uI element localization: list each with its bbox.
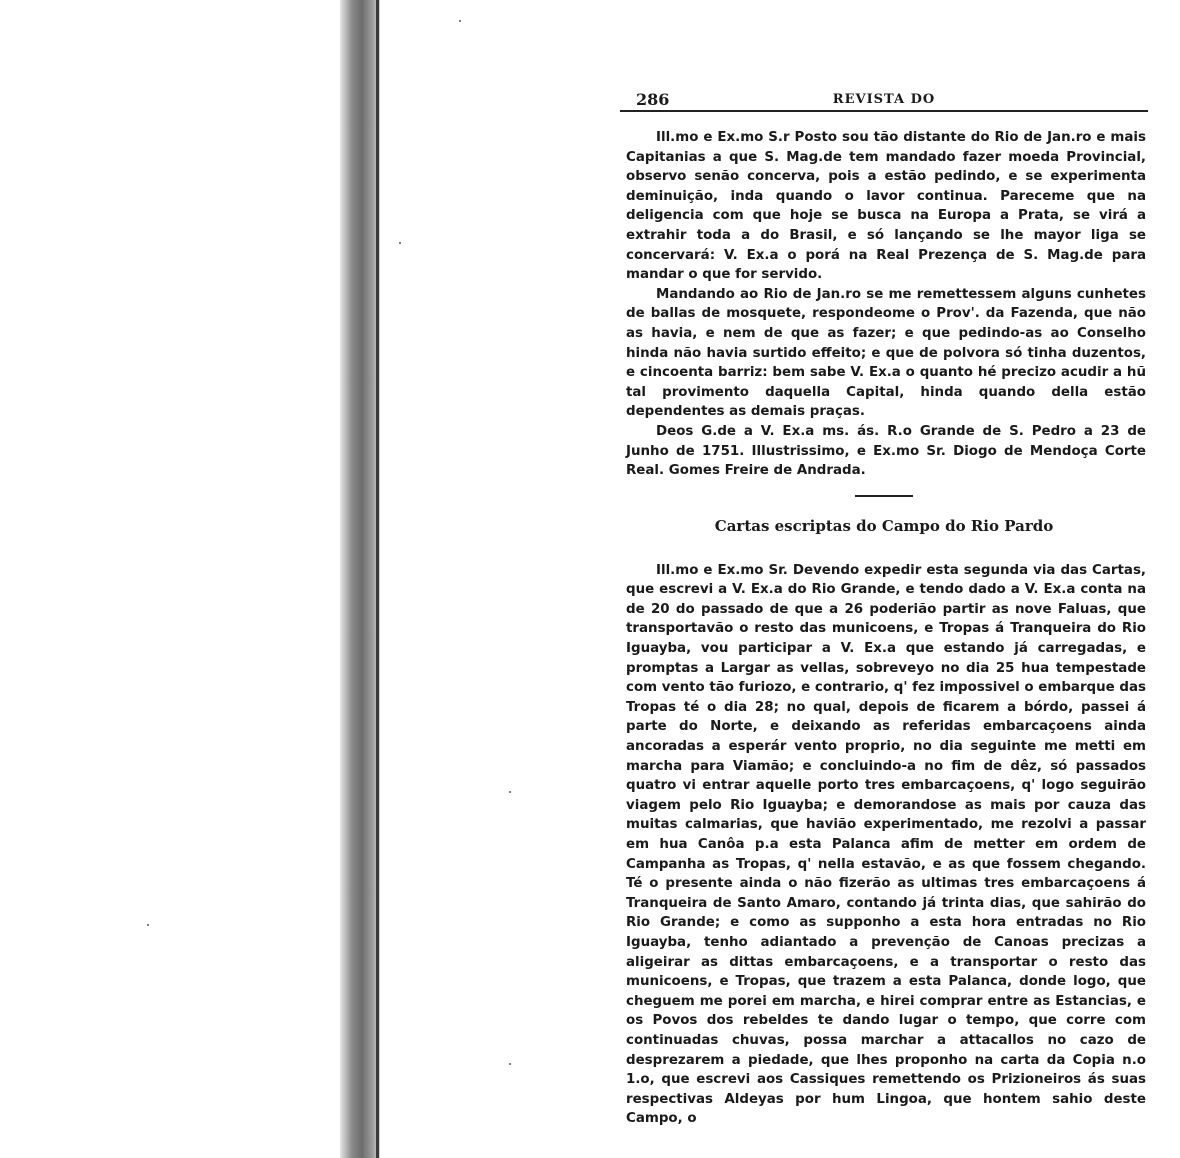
letter-paragraph: Ill.mo e Ex.mo S.r Posto sou tão distante do Rio de Jan.ro e mais Capitanias a que S. Mag.de tem mandado fazer moeda Provincial, observo senão concerva, pois a estão pedindo, e se experimenta deminuição, inda quando o lavor continua. Pareceme que na deligencia com que hoje se busca na Europa a Prata, se virá a extrahir toda a do Brasil, e só lançando se lhe mayor liga se concervará: V. Ex.a o porá na Real Prezença de S. Mag.de para mandar o que for servido. bbox=[626, 130, 1146, 283]
binding-gutter-edge bbox=[376, 0, 379, 1158]
letter-gomes-freire bbox=[620, 128, 1146, 481]
section-divider bbox=[855, 495, 913, 497]
page-header bbox=[620, 88, 1148, 112]
letter-paragraph: Ill.mo e Ex.mo Sr. Devendo expedir esta segunda via das Cartas, que escrevi a V. Ex.a do Rio Grande, e tendo dado a V. Ex.a conta na de 20 do passado de que a 26 poderião partir as nove Faluas, que transportavão o resto das municoens, e Tropas á Tranqueira do Rio Iguayba, vou participar a V. Ex.a que estando já carregadas, e promptas a Largar as vellas, sobreveyo no dia 25 hua tempestade com vento tão furiozo, e contrario, q' fez impossivel o embarque das Tropas té o dia 28; no qual, depois de ficarem a bórdo, passei á parte do Norte, e deixando as referidas embarcaçoens ainda ancoradas a esperár vento proprio, no dia seguinte me metti em marcha para Viamão; e concluindo-a no fim de dêz, só passados quatro vi entrar aquelle porto tres embarcaçoens, q' logo seguirão viagem pelo Rio Iguayba; e demorandose as mais por cauza das muitas calmarias, que havião experimentado, me rezolvi a passar em hua Canôa p.a esta Palanca afim de metter em ordem de Campanha as Tropas, q' nella estavão, e as que fossem chegando. Té o presente ainda o não fizerão as ultimas tres embarcaçoens á Tranqueira de Santo Amaro, contando já trinta dias, que sahirão do Rio Grande; e como as supponho a esta hora entradas no Rio Iguayba, tenho adiantado a prevenção de Canoas precizas a aligeirar as dittas embarcaçoens, e a transportar o resto das municoens, e Tropas, que trazem a esta Palanca, donde logo, que cheguem me porei em marcha, e hirei comprar entre as Estancias, e os Povos dos rebeldes te dando lugar o tempo, que corre com continuadas chuvas, possa marchar a attacallos no cazo de desprezarem a piedade, que lhes proponho na carta da Copia n.o 1.o, que escrevi aos Cassiques remettendo os Prizioneiros ás suas respectivas Aldeyas por hum Lingoa, que hontem sahio deste Campo, o bbox=[626, 562, 1146, 1127]
paper-speck bbox=[459, 20, 461, 22]
section-title: Cartas escriptas do Campo do Rio Pardo bbox=[714, 516, 1054, 535]
letter-paragraph: Mandando ao Rio de Jan.ro se me remettessem alguns cunhetes de ballas de mosquete, respondeome o Prov'. da Fazenda, que não as havia, e nem de que as fazer; e que pedindo-as ao Conselho hinda não havia surtido effeito; e que de polvora só tinha duzentos, e cincoenta barriz: bem sabe V. Ex.a o quanto hé precizo acudir a hũ tal provimento daquella Capital, hinda quando della estão dependentes as demais praças. bbox=[626, 286, 1146, 420]
letter-paragraph: Deos G.de a V. Ex.a ms. ás. R.o Grande de S. Pedro a 23 de Junho de 1751. Illustrissimo, e Ex.mo Sr. Diogo de Mendoça Corte Real. Gomes Freire de Andrada. bbox=[626, 423, 1146, 479]
book-page bbox=[620, 88, 1148, 1129]
paper-speck bbox=[147, 924, 149, 926]
binding-gutter-shadow bbox=[340, 0, 380, 1158]
letter-campo-rio-pardo bbox=[620, 561, 1146, 1129]
paper-speck bbox=[399, 242, 401, 244]
running-title: REVISTA DO bbox=[832, 92, 936, 107]
page-number: 286 bbox=[636, 90, 670, 109]
paper-speck bbox=[509, 791, 511, 793]
paper-speck bbox=[509, 1063, 511, 1065]
